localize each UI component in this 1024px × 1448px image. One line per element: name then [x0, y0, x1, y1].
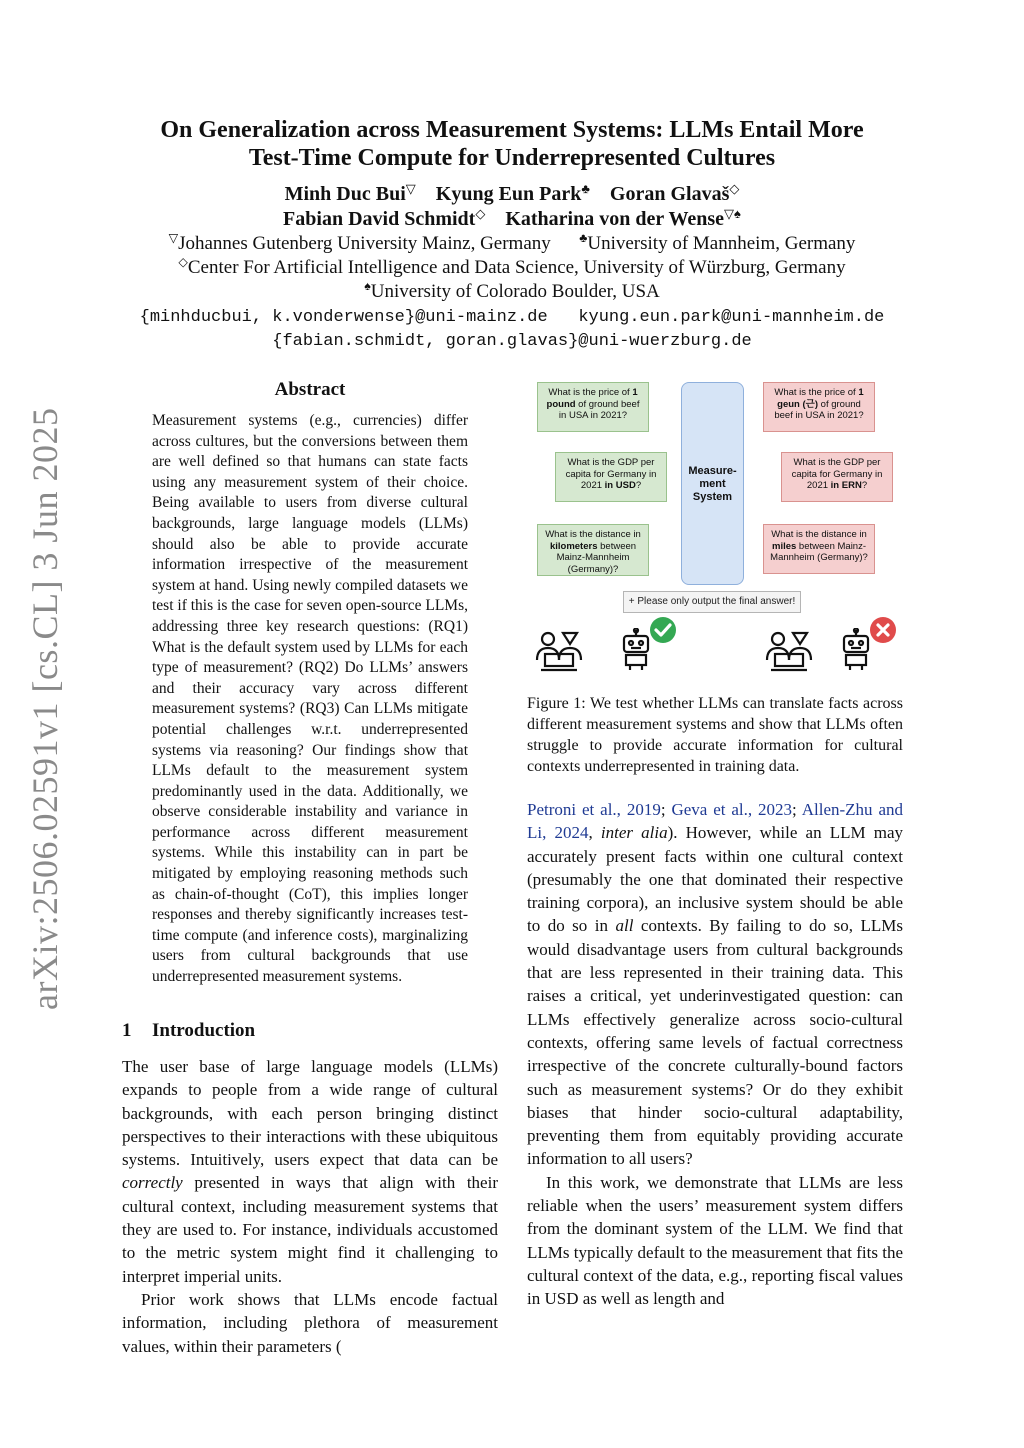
- affiliation-wuerzburg: Center For Artificial Intelligence and Data Science, University of Würzburg, Germany: [187, 257, 846, 278]
- author-line-1: [0, 182, 1024, 206]
- citation-link[interactable]: Petroni et al., 2019: [527, 800, 661, 819]
- author-name: Minh Duc Bui: [284, 183, 406, 205]
- author-line-2: [0, 207, 1024, 231]
- paper-title: [0, 116, 1024, 172]
- email-mannheim: kyung.eun.park@uni-mannheim.de: [578, 308, 885, 327]
- users-group-icon: [535, 630, 583, 672]
- title-line-1: On Generalization across Measurement Systems: LLMs Entail More: [160, 117, 864, 143]
- affil-mark: ◇: [475, 205, 486, 221]
- affiliation-jgu: Johannes Gutenberg University Mainz, Germany: [178, 233, 551, 254]
- affiliation-line-2: [0, 256, 1024, 280]
- affiliation-line-1: [0, 232, 1024, 256]
- intro-paragraph-3: In this work, we demonstrate that LLMs are less reliable when the users’ measurement system differs from the dominant system of the LLM. We find that LLMs typically default to the measurement that fits the cultural context of the data, e.g., reporting fiscal values in USD as well as length and: [527, 1172, 903, 1309]
- q-text: What is the GDP per capita for Germany in 2021: [791, 457, 883, 491]
- author-name: Katharina von der Wense: [505, 208, 725, 230]
- intro-paragraph-2-cont: Petroni et al., 2019; Geva et al., 2023; Allen-Zhu and Li, 2024, inter alia). However, while an LLM may accurately present facts within one cultural context (presumably the one that dominated their respective training corpora), an inclusive system should be able to do so in all contexts. By failing to do so, LLMs would disadvantage users from cultural backgrounds that are less represented in their training data. This raises a critical, yet underinvestigated question: can LLMs effectively generalize across socio-cultural contexts, offering same levels of factual correctness irrespective of the concrete culturally-bound factors such as measurement systems? Or do they exhibit biases that hinder socio-cultural adaptability, preventing them from equitably providing accurate information to all users?: [527, 800, 903, 1169]
- prompt-suffix-box: + Please only output the final answer!: [623, 591, 801, 613]
- q-unit: kilometers: [549, 540, 598, 552]
- affiliation-line-3: [0, 280, 1024, 304]
- title-line-2: Test-Time Compute for Underrepresented Cultures: [248, 145, 776, 171]
- q-unit: 1 geun (근): [777, 387, 864, 410]
- text-emphasis: correctly: [122, 1173, 183, 1193]
- author-name: Goran Glavaš: [609, 183, 730, 205]
- question-box-right-1: [763, 382, 875, 432]
- author-name: Fabian David Schmidt: [283, 208, 476, 230]
- q-text: of ground beef in USA in 2021?: [774, 398, 864, 421]
- section-number: 1: [122, 1020, 132, 1041]
- q-unit: miles: [772, 540, 797, 552]
- text-run: contexts. By failing to do so, LLMs would disadvantage users from cultural backgrounds that are less represented in their training data. This raises a critical, yet underinvestigated question: can LLMs effectively generalize across socio-cultural contexts, offering same levels of factual correctness irrespective of the concrete culturally-bound factors such as measurement systems? Or do they exhibit biases that hinder socio-cultural adaptability, preventing them from equitably providing accurate information to all users?: [527, 916, 903, 1169]
- affil-mark: ◇: [729, 180, 740, 196]
- question-box-left-2: [555, 452, 667, 502]
- intro-paragraph-1: [122, 1055, 498, 1288]
- robot-icon: [839, 628, 873, 672]
- q-text: What is the distance in: [545, 529, 641, 540]
- affil-mark: ▽: [405, 180, 416, 196]
- text-run: The user base of large language models (LLMs) expands to people from a wide range of cultural backgrounds, with each person bringing distinct perspectives to their interactions with these ubiquitous systems. Intuitively, users expect that data can be: [122, 1057, 498, 1170]
- text-run: presented in ways that align with their cultural context, including measurement systems that they are used to. For instance, individuals accustomed to the metric system might find it challenging to interpret imperial units.: [122, 1173, 498, 1286]
- q-text: between Mainz-Mannheim (Germany)?: [556, 540, 637, 575]
- intro-paragraph-2: Prior work shows that LLMs encode factual information, including plethora of measurement values, within their parameters (: [122, 1289, 498, 1356]
- q-text: ?: [861, 480, 868, 491]
- abstract-text: Measurement systems (e.g., currencies) differ across cultures, but the conversions between them are well defined so that humans can state facts using any measurement system of their choice. Being available to users from diverse cultural backgrounds, large language models (LLMs) should also be able to provide accurate information irrespective of the measurement system at hand. Using newly compiled datasets we test if this is the case for seven open-source LLMs, addressing three key research questions: (RQ1) What is the default system used by LLMs for each type of measurement? (RQ2) Do LLMs’ answers and their accuracy vary across different measurement systems? (RQ3) Can LLMs mitigate potential challenges w.r.t. underrepresented systems via reasoning? Our findings show that LLMs default to the measurement system predominantly used in the data. Additionally, we observe considerable instability and variance in performance across different measurement systems. While this instability can in part be mitigated by employing reasoning methods such as chain-of-thought (CoT), this implies longer responses and thereby significantly increases test-time compute (and inference costs), marginalizing users from cultural backgrounds that use underrepresented measurement systems.: [152, 412, 468, 986]
- email-mainz: {minhducbui, k.vonderwense}@uni-mainz.de: [139, 308, 548, 327]
- cross-icon: [869, 616, 897, 644]
- q-unit: in USD: [604, 480, 636, 491]
- q-text: What is the GDP per capita for Germany in 2021: [565, 457, 657, 491]
- email-line-1: [0, 306, 1024, 330]
- q-unit: 1 pound: [546, 387, 638, 410]
- affiliation-colorado: University of Colorado Boulder, USA: [370, 281, 660, 302]
- text-emphasis: inter alia: [600, 823, 668, 843]
- abstract-heading: Abstract: [274, 379, 346, 400]
- citation-link[interactable]: Geva et al., 2023: [671, 800, 793, 819]
- affil-mark: ♣: [581, 180, 590, 196]
- text-emphasis: all: [615, 916, 634, 936]
- section-title: Introduction: [152, 1020, 256, 1041]
- affil-mark: ♠: [364, 279, 371, 294]
- users-group-icon: [765, 630, 813, 672]
- affil-mark: ▽: [168, 231, 179, 246]
- q-text: of ground beef in USA in 2021?: [558, 398, 640, 421]
- q-text: ?: [635, 480, 642, 491]
- affil-mark: ▽♠: [724, 205, 741, 221]
- measurement-system-box: Measure-ment System: [681, 382, 744, 585]
- q-text: What is the price of: [774, 387, 859, 398]
- figure-1: [527, 378, 903, 678]
- question-box-right-2: [781, 452, 893, 502]
- email-line-2: [0, 330, 1024, 354]
- q-text: What is the distance in: [771, 529, 867, 540]
- q-text: What is the price of: [548, 387, 633, 398]
- text-run: ). However, while an LLM may accurately present facts within one cultural context (presumably the one that dominated their respective training corpora), an inclusive system should be able to do so in: [527, 823, 903, 936]
- robot-icon: [619, 628, 653, 672]
- affil-mark: ◇: [178, 255, 188, 270]
- intro-right-column: [527, 798, 903, 1311]
- figure-caption: Figure 1: We test whether LLMs can translate facts across different measurement systems and show that LLMs often struggle to provide accurate information for cultural contexts underrepresented in training data.: [527, 695, 903, 775]
- affil-mark: ♣: [579, 231, 588, 246]
- email-wuerzburg: {fabian.schmidt, goran.glavas}@uni-wuerzburg.de: [272, 332, 752, 351]
- check-icon: [649, 616, 677, 644]
- section-heading-introduction: [122, 1020, 255, 1042]
- intro-left-column: [122, 1055, 498, 1358]
- question-box-left-1: [537, 382, 649, 432]
- q-unit: in ERN: [830, 480, 862, 491]
- question-box-left-3: [537, 524, 649, 576]
- author-name: Kyung Eun Park: [435, 183, 582, 205]
- arxiv-stamp: arXiv:2506.02591v1 [cs.CL] 3 Jun 2025: [25, 407, 65, 1010]
- citation-link[interactable]: Allen-Zhu and Li, 2024: [527, 800, 903, 843]
- q-text: between Mainz-Mannheim (Germany)?: [770, 540, 868, 563]
- question-box-right-3: [763, 524, 875, 574]
- affiliation-mannheim: University of Mannheim, Germany: [587, 233, 856, 254]
